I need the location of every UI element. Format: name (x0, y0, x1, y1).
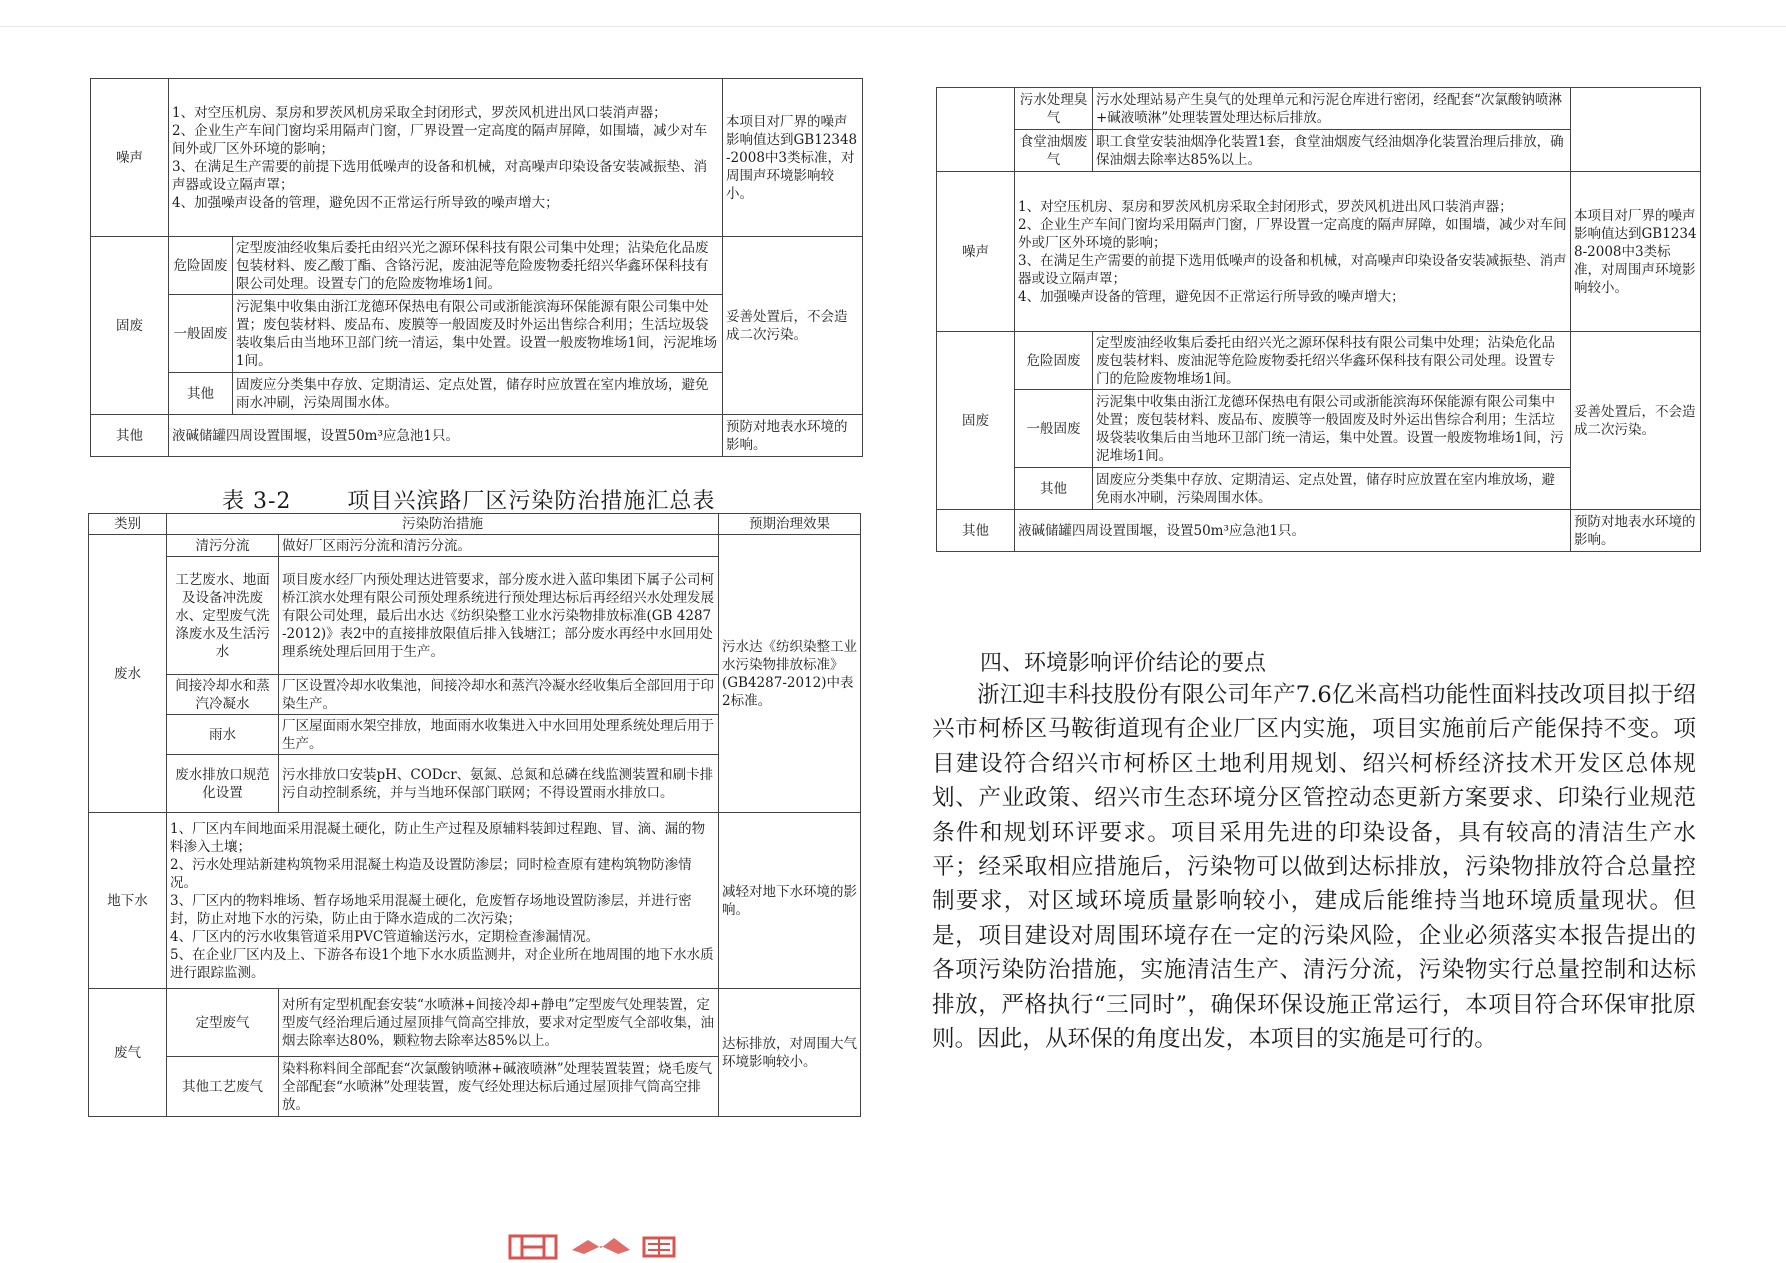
effect-cell: 预防对地表水环境的影响。 (1571, 510, 1701, 552)
table-header-row (89, 514, 861, 535)
measure-cell: 液碱储罐四周设置围堰，设置50m³应急池1只。 (169, 415, 723, 457)
measure-line: 2、污水处理站新建构筑物采用混凝土构造及设置防渗层；同时检查原有建构筑物防渗情况。 (170, 856, 692, 891)
subcategory-cell: 污水处理臭气 (1015, 88, 1093, 130)
subcategory-cell: 其他 (169, 373, 233, 415)
measure-cell (169, 79, 723, 237)
table-row (91, 79, 863, 237)
seal-stamp-icon (506, 1232, 566, 1260)
measure-cell: 液碱储罐四周设置围堰，设置50m³应急池1只。 (1015, 510, 1571, 552)
measure-cell: 项目废水经厂内预处理达进管要求，部分废水进入蓝印集团下属子公司柯桥江滨水处理有限公司预处理系统进行预处理达标后再经绍兴水处理发展有限公司处理，最后出水达《纺织染整工业水污染物排放标准(GB 4287-2012)》表2中的直接排放限值后排入钱塘江；部分废水再经中水回用处理系统处理后回用于生产。 (279, 557, 719, 675)
right-continuation-table (936, 87, 1701, 552)
measure-cell (167, 813, 719, 989)
table-row (937, 332, 1701, 390)
subcategory-cell: 定型废气 (167, 989, 279, 1057)
seal-stamp-icon (568, 1232, 634, 1260)
subcategory-cell: 废水排放口规范化设置 (167, 755, 279, 813)
subcategory-cell: 一般固废 (169, 295, 233, 373)
table-row (89, 989, 861, 1057)
subcategory-cell: 其他工艺废气 (167, 1057, 279, 1117)
effect-cell: 妥善处置后，不会造成二次污染。 (1571, 332, 1701, 510)
left-continuation-table (90, 78, 863, 457)
category-cell: 噪声 (91, 79, 169, 237)
subcategory-cell: 工艺废水、地面及设备冲洗废水、定型废气洗涤废水及生活污水 (167, 557, 279, 675)
table-3-2 (88, 513, 861, 1117)
measure-line: 2、企业生产车间门窗均采用隔声门窗，厂界设置一定高度的隔声屏障，如围墙，减少对车间外或厂区外环境的影响； (1018, 216, 1567, 251)
measure-cell: 定型废油经收集后委托由绍兴光之源环保科技有限公司集中处理；沾染危化品废包装材料、废油泥等危险废物委托绍兴华鑫环保科技有限公司处理。设置专门的危险废物堆场1间。 (1093, 332, 1571, 390)
table-row (89, 813, 861, 989)
section-heading: 四、环境影响评价结论的要点 (980, 651, 1267, 676)
measure-cell: 污泥集中收集由浙江龙德环保热电有限公司或浙能滨海环保能源有限公司集中处置；废包装材料、废品布、废膜等一般固废及时外运出售综合利用；生活垃圾袋装收集后由当地环卫部门统一清运，集中处置。设置一般废物堆场1间，污泥堆场1间。 (233, 295, 723, 373)
measure-cell: 厂区设置冷却水收集池，间接冷却水和蒸汽冷凝水经收集后全部回用于印染生产。 (279, 675, 719, 715)
measure-line: 2、企业生产车间门窗均采用隔声门窗，厂界设置一定高度的隔声屏障，如围墙，减少对车间外或厂区外环境的影响； (172, 122, 708, 157)
subcategory-cell: 一般固废 (1015, 390, 1093, 468)
measure-line: 4、加强噪声设备的管理，避免因不正常运行所导致的噪声增大； (1018, 288, 1405, 305)
subcategory-cell: 危险固废 (1015, 332, 1093, 390)
category-cell-continued (937, 88, 1015, 172)
subcategory-cell: 食堂油烟废气 (1015, 130, 1093, 172)
measure-line: 4、厂区内的污水收集管道采用PVC管道输送污水，定期检查渗漏情况。 (170, 928, 600, 945)
table-row (91, 237, 863, 295)
category-cell: 地下水 (89, 813, 167, 989)
effect-cell: 本项目对厂界的噪声影响值达到GB12348-2008中3类标准，对周围声环境影响较小。 (1571, 172, 1701, 332)
seal-stamp-icon (640, 1232, 682, 1260)
subcategory-cell: 雨水 (167, 715, 279, 755)
measure-cell: 定型废油经收集后委托由绍兴光之源环保科技有限公司集中处理；沾染危化品废包装材料、废乙酸丁酯、含铬污泥，废油泥等危险废物委托绍兴华鑫环保科技有限公司处理。设置专门的危险废物堆场1间。 (233, 237, 723, 295)
measure-line: 1、对空压机房、泵房和罗茨风机房采取全封闭形式，罗茨风机进出风口装消声器； (1018, 198, 1513, 215)
measure-cell: 固废应分类集中存放、定期清运、定点处置，储存时应放置在室内堆放场，避免雨水冲刷，污染周围水体。 (1093, 468, 1571, 510)
table-row (91, 415, 863, 457)
effect-cell: 预防对地表水环境的影响。 (723, 415, 863, 457)
measure-line: 1、厂区内车间地面采用混凝土硬化，防止生产过程及原辅料装卸过程跑、冒、滴、漏的物料渗入土壤； (170, 820, 706, 855)
effect-cell: 妥善处置后，不会造成二次污染。 (723, 237, 863, 415)
category-cell: 其他 (937, 510, 1015, 552)
category-cell: 固废 (937, 332, 1015, 510)
effect-cell: 污水达《纺织染整工业水污染物排放标准》(GB4287-2012)中表2标准。 (719, 535, 861, 813)
subcategory-cell: 其他 (1015, 468, 1093, 510)
subcategory-cell: 危险固废 (169, 237, 233, 295)
measure-cell: 做好厂区雨污分流和清污分流。 (279, 535, 719, 557)
column-header: 类别 (89, 514, 167, 535)
measure-cell: 污泥集中收集由浙江龙德环保热电有限公司或浙能滨海环保能源有限公司集中处置；废包装材料、废品布、废膜等一般固废及时外运出售综合利用；生活垃圾袋装收集后由当地环卫部门统一清运，集中处置。设置一般废物堆场1间，污泥堆场1间。 (1093, 390, 1571, 468)
effect-cell: 本项目对厂界的噪声影响值达到GB12348-2008中3类标准，对周围声环境影响较小。 (723, 79, 863, 237)
table-row (937, 172, 1701, 332)
table-row (89, 535, 861, 557)
measure-cell: 对所有定型机配套安装“水喷淋+间接冷却+静电”定型废气处理装置，定型废气经治理后通过屋顶排气筒高空排放，要求对定型废气全部收集，油烟去除率达80%，颗粒物去除率达85%以上。 (279, 989, 719, 1057)
page-top-edge (0, 26, 1786, 27)
table-row (937, 510, 1701, 552)
effect-cell: 达标排放，对周围大气环境影响较小。 (719, 989, 861, 1117)
measure-line: 4、加强噪声设备的管理，避免因不正常运行所导致的噪声增大； (172, 194, 559, 211)
measure-line: 3、在满足生产需要的前提下选用低噪声的设备和机械，对高噪声印染设备安装减振垫、消声器或设立隔声罩； (172, 158, 708, 193)
category-cell: 固废 (91, 237, 169, 415)
conclusion-paragraph: 浙江迎丰科技股份有限公司年产7.6亿米高档功能性面料技改项目拟于绍兴市柯桥区马鞍街道现有企业厂区内实施，项目实施前后产能保持不变。项目建设符合绍兴市柯桥区土地利用规划、绍兴柯桥经济技术开发区总体规划、产业政策、绍兴市生态环境分区管控动态更新方案要求、印染行业规范条件和规划环评要求。项目采用先进的印染设备，具有较高的清洁生产水平；经采取相应措施后，污染物可以做到达标排放，污染物排放符合总量控制要求，对区域环境质量影响较小，建成后能维持当地环境质量现状。但是，项目建设对周围环境存在一定的污染风险，企业必须落实本报告提出的各项污染防治措施，实施清洁生产、清污分流，污染物实行总量控制和达标排放，严格执行“三同时”，确保环保设施正常运行，本项目符合环保审批原则。因此，从环保的角度出发，本项目的实施是可行的。 (932, 682, 1696, 1053)
subcategory-cell: 间接冷却水和蒸汽冷凝水 (167, 675, 279, 715)
category-cell: 废水 (89, 535, 167, 813)
measure-cell: 厂区屋面雨水架空排放，地面雨水收集进入中水回用处理系统处理后用于生产。 (279, 715, 719, 755)
category-cell: 其他 (91, 415, 169, 457)
table-caption (222, 484, 715, 515)
measure-cell: 污水排放口安装pH、CODcr、氨氮、总氮和总磷在线监测装置和刷卡排污自动控制系统，并与当地环保部门联网；不得设置雨水排放口。 (279, 755, 719, 813)
measure-line: 1、对空压机房、泵房和罗茨风机房采取全封闭形式，罗茨风机进出风口装消声器； (172, 104, 667, 121)
table-title: 项目兴滨路厂区污染防治措施汇总表 (347, 489, 716, 514)
category-cell: 噪声 (937, 172, 1015, 332)
category-cell: 废气 (89, 989, 167, 1117)
column-header: 污染防治措施 (167, 514, 719, 535)
effect-cell-continued (1571, 88, 1701, 172)
measure-cell: 污水处理站易产生臭气的处理单元和污泥仓库进行密闭，经配套“次氯酸钠喷淋+碱液喷淋”处理装置处理达标后排放。 (1093, 88, 1571, 130)
table-number: 表 3-2 (222, 489, 292, 514)
measure-cell: 固废应分类集中存放、定期清运、定点处置，储存时应放置在室内堆放场，避免雨水冲刷，污染周围水体。 (233, 373, 723, 415)
measure-cell (1015, 172, 1571, 332)
column-header: 预期治理效果 (719, 514, 861, 535)
measure-cell: 染料称料间全部配套“次氯酸钠喷淋+碱液喷淋”处理装置装置；烧毛废气全部配套“水喷淋”处理装置，废气经处理达标后通过屋顶排气筒高空排放。 (279, 1057, 719, 1117)
measure-line: 3、厂区内的物料堆场、暂存场地采用混凝土硬化，危废暂存场地设置防渗层，并进行密封，防止对地下水的污染，防止由于降水造成的二次污染； (170, 892, 692, 927)
measure-line: 3、在满足生产需要的前提下选用低噪声的设备和机械，对高噪声印染设备安装减振垫、消声器或设立隔声罩； (1018, 252, 1567, 287)
table-row (937, 88, 1701, 130)
subcategory-cell: 清污分流 (167, 535, 279, 557)
measure-cell: 职工食堂安装油烟净化装置1套，食堂油烟废气经油烟净化装置治理后排放，确保油烟去除率达85%以上。 (1093, 130, 1571, 172)
effect-cell: 减轻对地下水环境的影响。 (719, 813, 861, 989)
measure-line: 5、在企业厂区内及上、下游各布设1个地下水水质监测井，对企业所在地周围的地下水水质进行跟踪监测。 (170, 946, 714, 981)
